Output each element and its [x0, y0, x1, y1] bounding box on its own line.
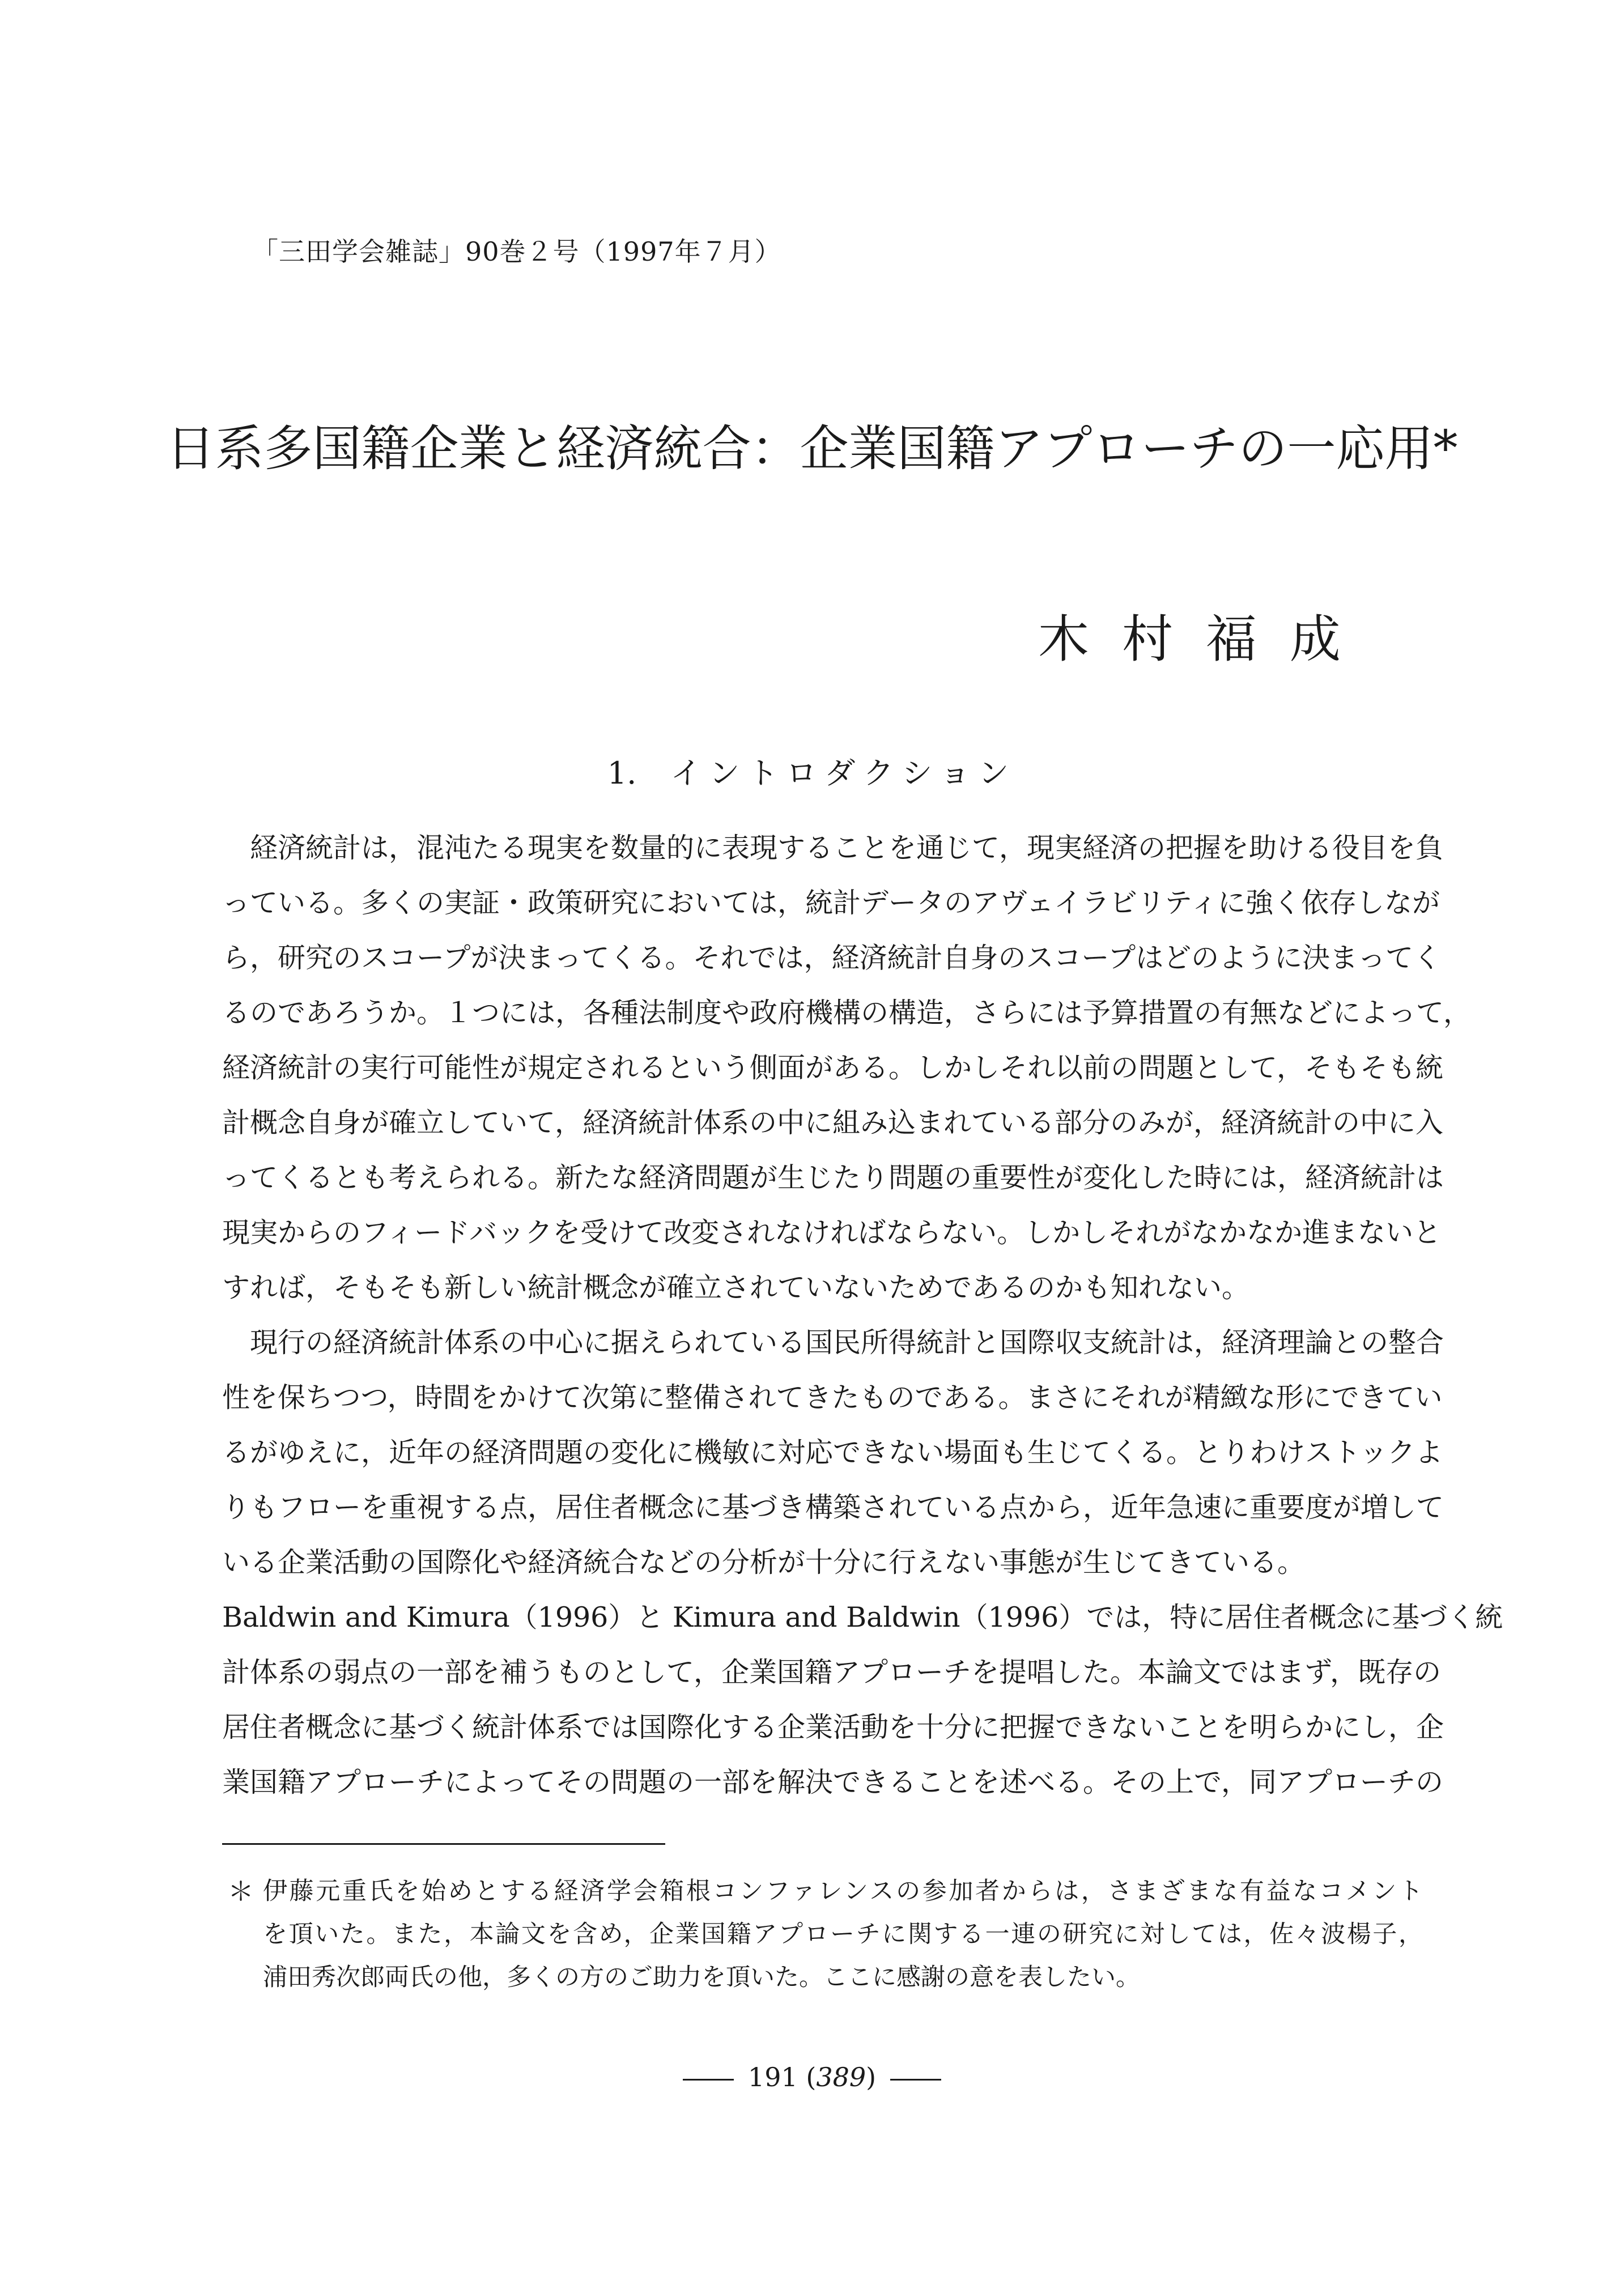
section-heading: [0, 749, 1624, 793]
page-number-value: 191: [747, 2062, 798, 2092]
body-line: るのであろうか。１つには，各種法制度や政府機構の構造，さらには予算措置の有無などによって，: [222, 997, 1472, 1029]
body-line: 居住者概念に基づく統計体系では国際化する企業活動を十分に把握できないことを明らかにし，企: [222, 1711, 1444, 1743]
footnote-line: を頂いた。また，本論文を含め，企業国籍アプローチに関する一連の研究に対しては，佐々波楊子，: [263, 1920, 1423, 1949]
body-line: 性を保ちつつ，時間をかけて次第に整備されてきたものである。まさにそれが精緻な形にできてい: [222, 1381, 1443, 1414]
page-number-dash-right: [890, 2079, 941, 2081]
body-line: っている。多くの実証・政策研究においては，統計データのアヴェイラビリティに強く依存しなが: [222, 887, 1440, 919]
section-number: 1.: [607, 755, 637, 791]
page-number: 191 (389): [0, 2062, 1624, 2092]
body-line: Baldwin and Kimura（1996）と Kimura and Baldwin（1996）では，特に居住者概念に基づく統: [222, 1601, 1503, 1633]
body-line: 業国籍アプローチによってその問題の一部を解決できることを述べる。その上で，同アプローチの: [222, 1766, 1444, 1798]
body-line: いる企業活動の国際化や経済統合などの分析が十分に行えない事態が生じてきている。: [222, 1546, 1306, 1579]
body-line: ってくるとも考えられる。新たな経済問題が生じたり問題の重要性が変化した時には，経済統計は: [222, 1162, 1444, 1194]
body-line: 経済統計の実行可能性が規定されるという側面がある。しかしそれ以前の問題として，そもそも統: [222, 1052, 1444, 1084]
body-line: 計体系の弱点の一部を補うものとして，企業国籍アプローチを提唱した。本論文ではまず，既存の: [222, 1656, 1442, 1688]
body-line: すれば，そもそも新しい統計概念が確立されていないためであるのかも知れない。: [222, 1271, 1250, 1304]
body-line: 計概念自身が確立していて，経済統計体系の中に組み込まれている部分のみが，経済統計の中に入: [222, 1107, 1444, 1139]
body-line: りもフローを重視する点，居住者概念に基づき構築されている点から，近年急速に重要度が増して: [222, 1491, 1444, 1524]
footnote-line: 浦田秀次郎両氏の他，多くの方のご助力を頂いた。ここに感謝の意を表したい。: [263, 1963, 1140, 1992]
body-line: 経済統計は，混沌たる現実を数量的に表現することを通じて，現実経済の把握を助ける役目を負: [250, 832, 1444, 864]
footnote-line: 伊藤元重氏を始めとする経済学会箱根コンファレンスの参加者からは，さまざまな有益なコメント: [263, 1877, 1423, 1905]
footnote-text: [263, 1870, 1423, 1999]
page-number-dash-left: [683, 2079, 734, 2081]
body-line: ら，研究のスコープが決まってくる。それでは，経済統計自身のスコープはどのように決まってく: [222, 942, 1442, 974]
body-line: るがゆえに，近年の経済問題の変化に機敏に対応できない場面も生じてくる。とりわけストックよ: [222, 1436, 1443, 1469]
body-line: 現行の経済統計体系の中心に据えられている国民所得統計と国際収支統計は，経済理論との整合: [250, 1326, 1444, 1359]
journal-header: 「三田学会雑誌」90巻２号（1997年７月）: [252, 236, 781, 267]
section-label: イントロダクション: [670, 755, 1017, 791]
page-number-alt: 389: [816, 2062, 866, 2092]
article-title: 日系多国籍企業と経済統合：企業国籍アプローチの一応用*: [166, 420, 1458, 477]
body-line: 現実からのフィードバックを受けて改変されなければならない。しかしそれがなかなか進まないと: [222, 1216, 1442, 1249]
body-text: [222, 820, 1503, 1810]
footnote-mark: ＊: [228, 1876, 254, 1907]
footnote-divider: [222, 1843, 665, 1845]
author-name: 木村福成: [1038, 610, 1374, 669]
